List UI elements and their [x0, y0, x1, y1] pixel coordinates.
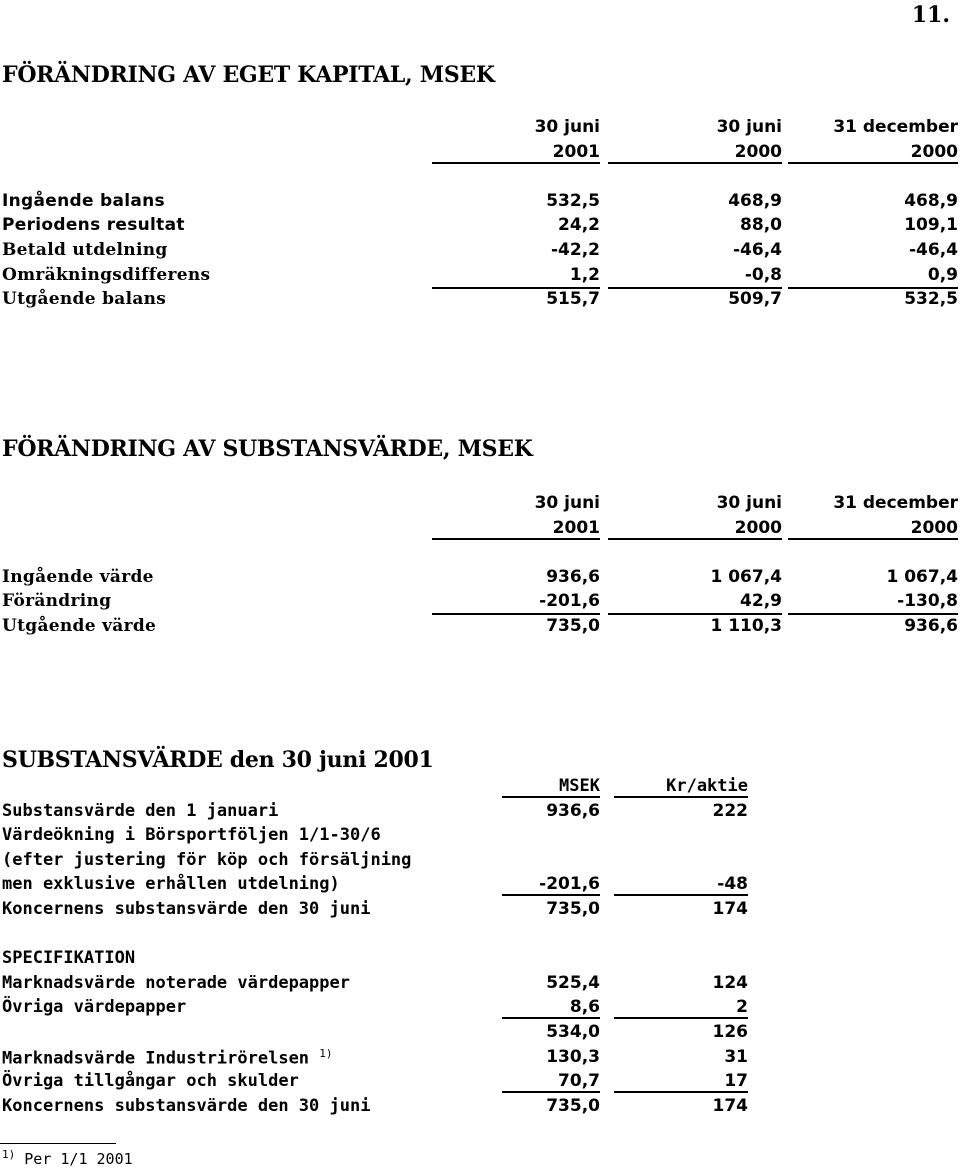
col-header: 31 december	[833, 117, 958, 137]
row-label: Förändring	[2, 591, 112, 612]
cell: -201,6	[502, 874, 600, 896]
footnote-text: Per 1/1 2001	[24, 1150, 133, 1168]
col-header: 31 december	[833, 493, 958, 513]
row-label: Ingående värde	[2, 566, 154, 587]
cell: 174	[712, 1095, 748, 1116]
col-header: 2000	[788, 518, 958, 540]
cell: 515,7	[546, 289, 600, 310]
cell: -0,8	[608, 265, 782, 289]
col-header: 30 juni	[716, 493, 782, 513]
cell: 24,2	[558, 215, 600, 236]
spec-title: SPECIFIKATION	[2, 948, 136, 969]
cell: 509,7	[728, 289, 782, 310]
cell: 17	[614, 1071, 748, 1093]
table-row	[2, 948, 762, 973]
cell: -201,6	[432, 591, 600, 615]
cell: 1 067,4	[710, 566, 782, 587]
col-header: 2001	[432, 518, 600, 540]
row-label: Periodens resultat	[2, 215, 185, 236]
cell: 936,6	[546, 800, 600, 821]
row-label: Utgående värde	[2, 615, 157, 636]
cell: 109,1	[904, 215, 958, 236]
cell: 222	[712, 800, 748, 821]
col-header-kr-aktie: Kr/aktie	[614, 776, 748, 798]
row-label: Betald utdelning	[2, 239, 168, 260]
row-label: Marknadsvärde noterade värdepapper	[2, 972, 350, 993]
cell: 468,9	[728, 190, 782, 211]
cell: -48	[614, 874, 748, 896]
row-label-text: Marknadsvärde Industrirörelsen	[2, 1048, 310, 1069]
table-row	[2, 1096, 762, 1121]
row-label: Koncernens substansvärde den 30 juni	[2, 1095, 371, 1116]
row-label: Övriga tillgångar och skulder	[2, 1071, 299, 1092]
col-header: 2000	[788, 142, 958, 164]
row-label: men exklusive erhållen utdelning)	[2, 874, 340, 895]
col-header-msek: MSEK	[502, 776, 600, 798]
cell: 130,3	[546, 1046, 600, 1067]
col-header: 30 juni	[716, 117, 782, 137]
row-label: (efter justering för köp och försäljning	[2, 849, 412, 870]
table-eget-kapital	[2, 117, 956, 314]
col-header: 30 juni	[534, 493, 600, 513]
cell: 525,4	[546, 972, 600, 993]
cell: 2	[614, 997, 748, 1019]
table-row	[2, 997, 762, 1022]
table-row	[2, 825, 762, 850]
cell: 174	[712, 898, 748, 919]
cell: 0,9	[788, 265, 958, 289]
table-row	[2, 265, 956, 290]
cell: 31	[724, 1046, 748, 1067]
table-row	[2, 973, 762, 998]
table-row	[2, 899, 762, 924]
row-label: Värdeökning i Börsportföljen 1/1-30/6	[2, 825, 381, 846]
footnote-marker: 1)	[319, 1046, 333, 1060]
table-row	[2, 191, 956, 216]
cell: 1 067,4	[886, 566, 958, 587]
cell: 1,2	[432, 265, 600, 289]
footnote-mark: 1)	[2, 1148, 16, 1161]
section-title-substansvarde-juni: SUBSTANSVÄRDE den 30 juni 2001	[2, 747, 434, 773]
row-label: Övriga värdepapper	[2, 997, 187, 1018]
cell: 1 110,3	[710, 615, 782, 636]
cell: 534,0	[546, 1021, 600, 1042]
table-row	[2, 874, 762, 899]
col-header: 2001	[432, 142, 600, 164]
row-label: Substansvärde den 1 januari	[2, 800, 279, 821]
table-row	[2, 1071, 762, 1096]
table-row	[2, 801, 762, 826]
table-row	[2, 1022, 762, 1047]
cell: 735,0	[546, 615, 600, 636]
table-row	[2, 616, 956, 641]
cell: 532,5	[546, 190, 600, 211]
table-row	[2, 850, 762, 875]
cell: -46,4	[733, 239, 782, 260]
page-number: 11.	[911, 2, 950, 28]
footnote-divider	[0, 1143, 116, 1144]
cell: 70,7	[502, 1071, 600, 1093]
row-label: Koncernens substansvärde den 30 juni	[2, 898, 371, 919]
row-label	[2, 1047, 333, 1069]
cell: -46,4	[909, 239, 958, 260]
cell: 735,0	[546, 1095, 600, 1116]
footnote	[2, 1148, 133, 1168]
table-row	[2, 289, 956, 314]
table-row	[2, 567, 956, 592]
table-row	[2, 591, 956, 616]
cell: 124	[712, 972, 748, 993]
table-row	[2, 215, 956, 240]
col-header: 30 juni	[534, 117, 600, 137]
cell: 8,6	[502, 997, 600, 1019]
cell: 42,9	[608, 591, 782, 615]
col-header: 2000	[608, 142, 782, 164]
cell: -42,2	[551, 239, 600, 260]
section-title-substansvarde: FÖRÄNDRING AV SUBSTANSVÄRDE, MSEK	[2, 436, 533, 462]
cell: 735,0	[546, 898, 600, 919]
section-title-eget-kapital: FÖRÄNDRING AV EGET KAPITAL, MSEK	[2, 62, 495, 88]
row-label: Ingående balans	[2, 190, 165, 211]
col-header: 2000	[608, 518, 782, 540]
cell: -130,8	[788, 591, 958, 615]
table-row	[2, 1047, 762, 1072]
cell: 532,5	[904, 289, 958, 310]
cell: 936,6	[546, 566, 600, 587]
table-substansvarde-juni	[2, 776, 762, 1120]
row-label: Omräkningsdifferens	[2, 264, 211, 285]
table-substansvarde	[2, 493, 956, 641]
cell: 126	[712, 1021, 748, 1042]
cell: 936,6	[904, 615, 958, 636]
cell: 88,0	[740, 215, 782, 236]
row-label: Utgående balans	[2, 289, 167, 310]
cell: 468,9	[904, 190, 958, 211]
table-row	[2, 240, 956, 265]
